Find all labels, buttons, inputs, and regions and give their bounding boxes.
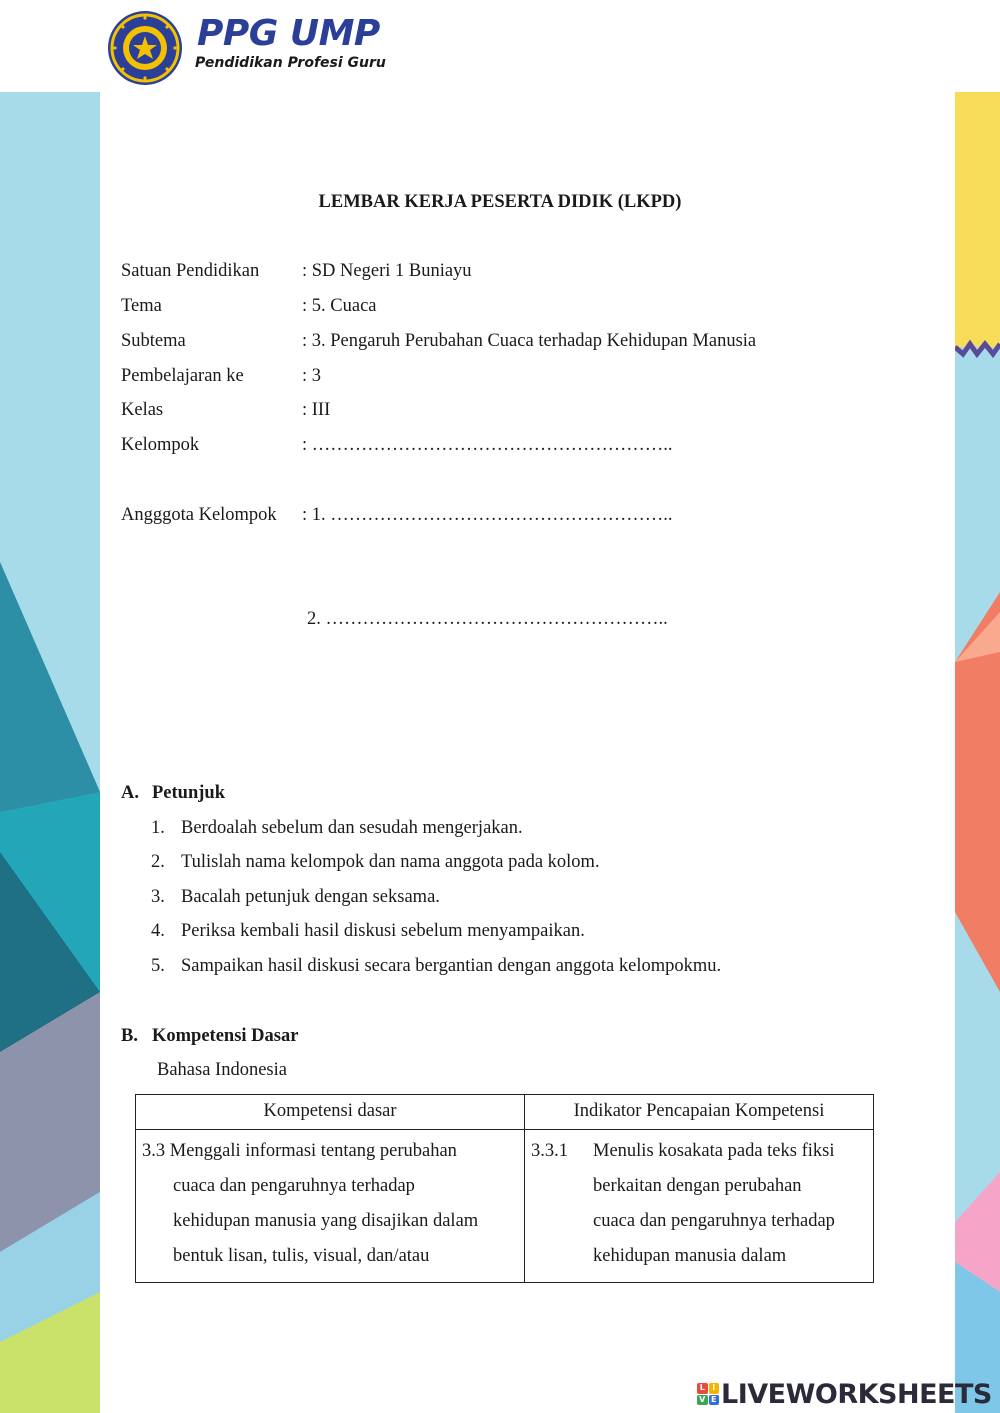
info-value: : 5. Cuaca [302,296,377,316]
icon-tile: L [697,1383,708,1394]
list-text: Berdoalah sebelum dan sesudah mengerjakan. [181,818,523,838]
liveworksheets-watermark [697,1378,992,1410]
section-a-heading [121,780,225,806]
kd-cell [136,1130,525,1283]
table-header-kd: Kompetensi dasar [136,1095,525,1130]
left-decoration [0,92,100,1413]
list-number: 1. [151,818,165,838]
list-item [151,849,600,875]
indicator-cell [525,1130,874,1283]
indicator-line: Menulis kosakata pada teks fiksi [593,1141,835,1161]
info-value: : III [302,400,331,420]
university-seal-icon [107,10,183,86]
list-text: Sampaikan hasil diskusi secara bergantian dengan anggota kelompokmu. [181,956,722,976]
competency-table [135,1094,874,1283]
liveworksheets-icon [697,1383,719,1405]
brand-subtitle: Pendidikan Profesi Guru [195,55,386,71]
kd-line: 3.3 Menggali informasi tentang perubahan [142,1141,457,1161]
indicator-number: 3.3.1 [531,1141,568,1161]
icon-tile: V [697,1395,708,1406]
table-header-indicator: Indikator Pencapaian Kompetensi [525,1095,874,1130]
table-row [136,1130,874,1283]
list-number: 3. [151,887,165,907]
list-item [151,884,440,910]
member-2-field[interactable]: 2. ……………………………………………….. [307,609,668,629]
group-name-field[interactable]: : ………………………………………………….. [302,435,673,455]
section-letter: B. [121,1026,138,1046]
icon-tile: I [709,1383,720,1394]
section-letter: A. [121,783,139,803]
info-label: Satuan Pendidikan [121,261,260,281]
indicator-line: kehidupan manusia dalam [593,1246,787,1266]
right-decoration [955,92,1000,1413]
section-b-heading [121,1023,298,1049]
section-title: Kompetensi Dasar [152,1026,299,1046]
section-title: Petunjuk [152,783,225,803]
member-1-field[interactable]: : 1. ……………………………………………….. [302,505,673,525]
page-header [0,0,1000,92]
list-number: 5. [151,956,165,976]
kd-line: bentuk lisan, tulis, visual, dan/atau [173,1246,430,1266]
info-value: : SD Negeri 1 Buniayu [302,261,472,281]
info-label: Tema [121,296,162,316]
list-item [151,918,585,944]
list-number: 4. [151,921,165,941]
info-value: : 3. Pengaruh Perubahan Cuaca terhadap Kehidupan Manusia [302,331,757,351]
info-label: Subtema [121,331,186,351]
info-label: Kelas [121,400,164,420]
info-label: Pembelajaran ke [121,366,244,386]
list-text: Tulislah nama kelompok dan nama anggota pada kolom. [181,852,600,872]
kd-line: cuaca dan pengaruhnya terhadap [173,1176,415,1196]
list-item [151,815,523,841]
info-value: : 3 [302,366,322,386]
indicator-item [531,1134,867,1274]
table-header-row [136,1095,874,1130]
kd-line: kehidupan manusia yang disajikan dalam [173,1211,479,1231]
indicator-line: cuaca dan pengaruhnya terhadap [593,1211,835,1231]
list-item [151,953,721,979]
member-2-row [307,606,668,632]
document-title: LEMBAR KERJA PESERTA DIDIK (LKPD) [318,192,682,212]
subject-label: Bahasa Indonesia [157,1060,287,1080]
list-text: Bacalah petunjuk dengan seksama. [181,887,440,907]
watermark-text: LIVEWORKSHEETS [721,1378,992,1410]
info-label: Kelompok [121,435,200,455]
indicator-text [593,1134,835,1274]
brand-title: PPG UMP [197,13,380,54]
icon-tile: E [709,1395,720,1406]
indicator-line: berkaitan dengan perubahan [593,1176,802,1196]
list-text: Periksa kembali hasil diskusi sebelum menyampaikan. [181,921,585,941]
members-label: Angggota Kelompok [121,505,277,525]
list-number: 2. [151,852,165,872]
